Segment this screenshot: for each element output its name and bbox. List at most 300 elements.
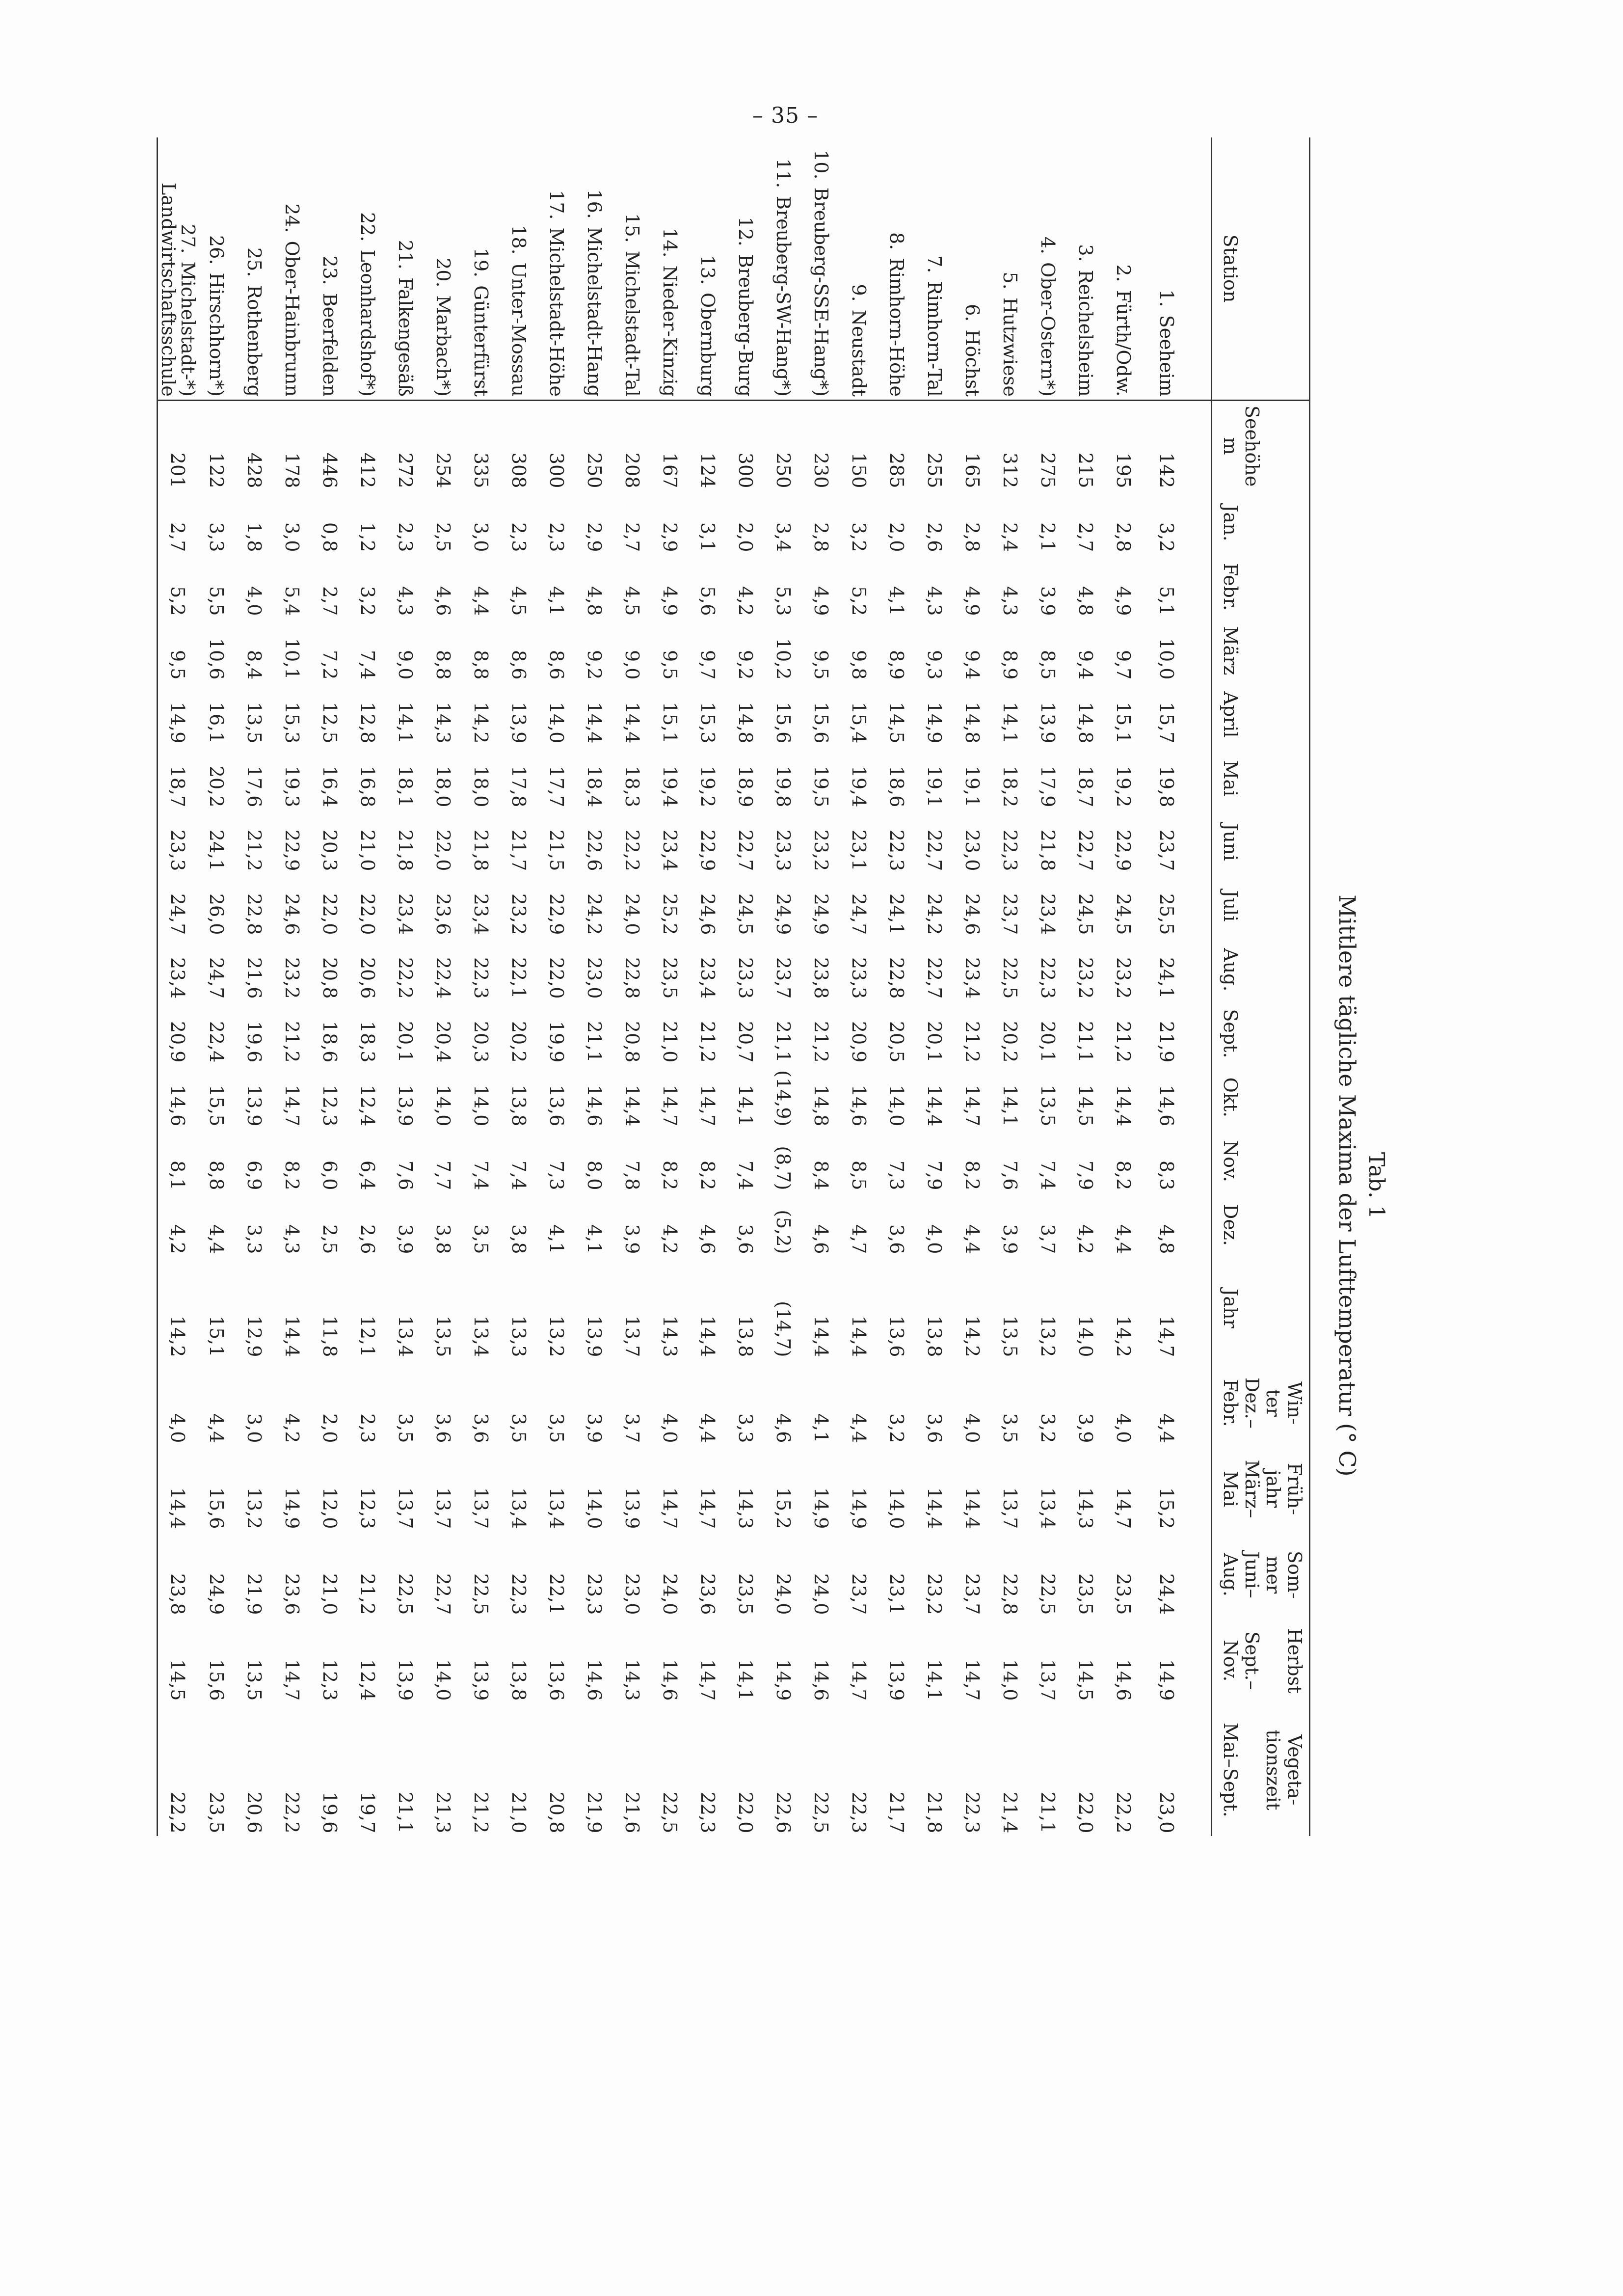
season-value: 4,4 (1156, 1413, 1178, 1443)
month-value: 7,6 (394, 1161, 416, 1190)
month-value: 9,7 (1112, 650, 1134, 680)
year-value: 13,5 (432, 1315, 454, 1357)
table-row (953, 137, 991, 1836)
month-value: 17,6 (243, 765, 265, 808)
year-value: 15,1 (205, 1315, 227, 1357)
station-cell (1104, 137, 1142, 400)
season-value: 14,4 (961, 1487, 983, 1529)
season-value: 4,4 (696, 1413, 718, 1443)
table-row (764, 137, 802, 1836)
month-value: 21,2 (1112, 1021, 1134, 1063)
season-value: 23,5 (734, 1573, 756, 1615)
month-value: 18,0 (470, 765, 492, 808)
season-value: 22,3 (507, 1573, 530, 1615)
header-jahr: Jahr (1219, 1289, 1241, 1328)
month-value: 20,4 (432, 1021, 454, 1063)
station-cell (689, 137, 726, 400)
season-value: 22,7 (432, 1573, 454, 1615)
vegetation-value: 22,2 (281, 1791, 303, 1834)
month-value: 4,5 (507, 586, 530, 616)
station-number: 18. (507, 225, 530, 255)
month-value: 13,5 (243, 702, 265, 744)
station-number: 3. (1074, 244, 1096, 262)
table-row (348, 137, 386, 1836)
table-row (386, 137, 424, 1836)
month-value: 17,8 (507, 765, 530, 808)
season-value: 23,3 (583, 1573, 605, 1615)
month-value: 21,1 (772, 1021, 794, 1063)
year-value: 13,2 (545, 1315, 567, 1357)
month-value: 3,5 (470, 1224, 492, 1254)
season-value: 3,2 (885, 1413, 907, 1443)
month-value: 21,2 (696, 1021, 718, 1063)
station-number: 4. (1037, 236, 1059, 255)
month-value: 8,2 (281, 1161, 303, 1190)
season-value: 24,0 (659, 1573, 681, 1615)
season-value: 13,5 (243, 1659, 265, 1701)
station-cell (462, 137, 500, 400)
month-value: 4,1 (545, 1224, 567, 1254)
header-winter: Win- ter Dez.– Febr. (1219, 1377, 1305, 1429)
station-cell (1066, 137, 1104, 400)
season-value: 13,9 (470, 1659, 492, 1701)
month-value: 26,0 (205, 893, 227, 935)
month-value: 2,3 (507, 522, 530, 552)
season-value: 15,2 (1156, 1487, 1178, 1529)
month-value: 18,3 (621, 765, 643, 808)
season-value: 14,7 (659, 1487, 681, 1529)
month-value: 23,4 (659, 829, 681, 871)
table-row (1066, 137, 1104, 1836)
month-value: 3,3 (243, 1224, 265, 1254)
year-value: 13,8 (734, 1315, 756, 1357)
season-value: 22,8 (999, 1573, 1021, 1615)
season-value: 14,6 (659, 1659, 681, 1701)
month-value: 2,9 (659, 522, 681, 552)
month-value: 22,4 (205, 1021, 227, 1063)
season-value: 14,9 (772, 1659, 794, 1701)
month-value: 14,6 (583, 1084, 605, 1127)
month-value: 22,1 (507, 957, 530, 999)
station-number: 13. (696, 255, 718, 285)
month-value: 18,9 (734, 765, 756, 808)
header-sep: Sept. (1219, 1009, 1241, 1058)
vegetation-value: 22,2 (1112, 1791, 1134, 1834)
header-jun: Juni (1219, 823, 1241, 861)
month-value: 3,3 (205, 522, 227, 552)
month-value: 24,0 (621, 893, 643, 935)
month-value: 4,9 (1112, 586, 1134, 616)
month-value: 18,1 (394, 765, 416, 808)
month-value: 21,1 (1074, 1021, 1096, 1063)
month-value: 8,9 (885, 650, 907, 680)
month-value: 15,4 (848, 702, 870, 744)
station-name: Leonhardshof*) (356, 249, 378, 397)
vegetation-value: 21,1 (1037, 1791, 1059, 1834)
season-value: 14,7 (281, 1659, 303, 1701)
station-number: 5. (999, 271, 1021, 290)
month-value: 22,7 (923, 957, 945, 999)
month-value: 22,3 (999, 829, 1021, 871)
elevation-cell: 250 (583, 452, 605, 488)
month-value: 14,7 (696, 1084, 718, 1127)
month-value: 24,2 (923, 893, 945, 935)
month-value: 9,5 (810, 650, 832, 680)
month-value: 23,4 (696, 957, 718, 999)
month-value: 16,1 (205, 702, 227, 744)
month-value: 9,4 (961, 650, 983, 680)
season-value: 3,2 (1037, 1413, 1059, 1443)
month-value: 22,7 (923, 829, 945, 871)
month-value: 23,4 (167, 957, 189, 999)
season-value: 3,9 (583, 1413, 605, 1443)
month-value: 23,7 (772, 957, 794, 999)
station-number: 10. (810, 150, 832, 180)
month-value: 23,2 (507, 893, 530, 935)
month-value: 1,8 (243, 522, 265, 552)
station-cell (158, 137, 197, 400)
month-value: 9,3 (923, 650, 945, 680)
month-value: 14,6 (848, 1084, 870, 1127)
month-value: 14,7 (659, 1084, 681, 1127)
month-value: 3,9 (1037, 586, 1059, 616)
station-name: Hutzwiese (999, 297, 1021, 397)
month-value: 3,2 (848, 522, 870, 552)
month-value: 22,8 (243, 893, 265, 935)
month-value: 4,3 (281, 1224, 303, 1254)
vegetation-value: 22,5 (659, 1791, 681, 1834)
season-value: 14,3 (734, 1487, 756, 1529)
month-value: 18,4 (583, 765, 605, 808)
month-value: 2,5 (319, 1224, 341, 1254)
month-value: 4,3 (923, 586, 945, 616)
year-value: (14,7) (772, 1301, 794, 1357)
season-value: 13,6 (545, 1659, 567, 1701)
station-name: Beerfelden (319, 293, 341, 397)
table-row (991, 137, 1029, 1836)
season-value: 23,5 (1112, 1573, 1134, 1615)
season-value: 13,7 (470, 1487, 492, 1529)
month-value: 9,5 (167, 650, 189, 680)
month-value: 22,9 (1112, 829, 1134, 871)
month-value: 8,3 (1156, 1161, 1178, 1190)
season-value: 15,6 (205, 1487, 227, 1529)
year-value: 12,9 (243, 1315, 265, 1357)
month-value: 15,3 (281, 702, 303, 744)
month-value: 7,3 (545, 1161, 567, 1190)
year-value: 13,5 (999, 1315, 1021, 1357)
month-value: 14,9 (167, 702, 189, 744)
month-value: 2,7 (621, 522, 643, 552)
table-row (500, 137, 537, 1836)
month-value: 4,8 (583, 586, 605, 616)
season-value: 14,1 (734, 1659, 756, 1701)
table-row (726, 137, 764, 1836)
month-value: 23,4 (1037, 893, 1059, 935)
month-value: 3,8 (432, 1224, 454, 1254)
month-value: 7,9 (1074, 1161, 1096, 1190)
month-value: 24,5 (1112, 893, 1134, 935)
season-value: 14,9 (1156, 1659, 1178, 1701)
station-number: 11. (772, 158, 794, 189)
month-value: 10,6 (205, 638, 227, 680)
header-station: Station (1212, 137, 1310, 400)
season-value: 4,6 (772, 1413, 794, 1443)
month-value: 23,2 (1074, 957, 1096, 999)
elevation-cell: 308 (507, 452, 530, 488)
month-value: 7,8 (621, 1161, 643, 1190)
month-value: 19,8 (1156, 765, 1178, 808)
station-name: Michelstadt-Tal (621, 250, 643, 397)
month-value: 22,2 (394, 957, 416, 999)
month-value: 9,4 (1074, 650, 1096, 680)
elevation-cell: 122 (205, 452, 227, 488)
season-value: 23,6 (281, 1573, 303, 1615)
month-value: 23,2 (810, 829, 832, 871)
season-value: 13,4 (545, 1487, 567, 1529)
month-value: 14,1 (999, 1084, 1021, 1127)
station-cell (915, 137, 953, 400)
month-value: 4,7 (848, 1224, 870, 1254)
season-value: 3,5 (394, 1413, 416, 1443)
month-value: 24,6 (281, 893, 303, 935)
month-value: 4,4 (205, 1224, 227, 1254)
station-cell (386, 137, 424, 400)
table-row (235, 137, 273, 1836)
year-value: 14,4 (848, 1315, 870, 1357)
season-value: 4,0 (659, 1413, 681, 1443)
month-value: 14,5 (885, 702, 907, 744)
month-value: 4,9 (961, 586, 983, 616)
year-value: 13,3 (507, 1315, 530, 1357)
month-value: 21,2 (961, 1021, 983, 1063)
vegetation-value: 19,7 (356, 1791, 378, 1834)
month-value: 19,8 (772, 765, 794, 808)
temperature-table (157, 137, 1310, 1836)
page-number: – 35 – (752, 103, 818, 128)
station-number: 24. (281, 203, 303, 233)
month-value: 18,7 (167, 765, 189, 808)
elevation-cell: 412 (356, 452, 378, 488)
season-value: 4,0 (1112, 1413, 1134, 1443)
month-value: 14,8 (810, 1084, 832, 1127)
month-value: 23,7 (1156, 829, 1178, 871)
month-value: 22,8 (621, 957, 643, 999)
month-value: 9,0 (621, 650, 643, 680)
season-value: 12,3 (356, 1487, 378, 1529)
elevation-cell: 142 (1156, 452, 1178, 488)
station-name: Ober-Hainbrunn (281, 241, 303, 397)
station-name: Nieder-Kinzig (659, 265, 681, 397)
elevation-cell: 275 (1037, 452, 1059, 488)
month-value: 23,0 (961, 829, 983, 871)
table-row (1029, 137, 1066, 1836)
month-value: 21,8 (394, 829, 416, 871)
season-value: 24,4 (1156, 1573, 1178, 1615)
month-value: 14,0 (885, 1084, 907, 1127)
season-value: 3,9 (1074, 1413, 1096, 1443)
month-value: 14,5 (1074, 1084, 1096, 1127)
month-value: 19,1 (923, 765, 945, 808)
station-name: Breuberg-SSE-Hang*) (810, 187, 832, 397)
station-number: 19. (470, 247, 492, 278)
month-value: 8,2 (696, 1161, 718, 1190)
season-value: 14,5 (1074, 1659, 1096, 1701)
month-value: 8,2 (659, 1161, 681, 1190)
month-value: 4,1 (885, 586, 907, 616)
month-value: 20,2 (205, 765, 227, 808)
month-value: 18,6 (885, 765, 907, 808)
vegetation-value: 22,0 (1074, 1791, 1096, 1834)
season-value: 2,0 (319, 1413, 341, 1443)
month-value: 7,4 (507, 1161, 530, 1190)
month-value: 2,8 (810, 522, 832, 552)
month-value: 3,4 (772, 522, 794, 552)
season-value: 13,9 (621, 1487, 643, 1529)
month-value: 5,2 (848, 586, 870, 616)
year-value: 14,7 (1156, 1315, 1178, 1357)
header-sommer: Som- mer Juni– Aug. (1219, 1551, 1305, 1599)
month-value: 24,9 (810, 893, 832, 935)
month-value: 2,5 (432, 522, 454, 552)
season-value: 14,7 (961, 1659, 983, 1701)
month-value: 3,0 (281, 522, 303, 552)
table-row (575, 137, 613, 1836)
elevation-cell: 428 (243, 452, 265, 488)
month-value: 21,7 (507, 829, 530, 871)
season-value: 13,7 (394, 1487, 416, 1529)
month-value: 15,5 (205, 1084, 227, 1127)
month-value: 14,0 (545, 702, 567, 744)
station-name: Neustadt (848, 309, 870, 397)
station-cell (991, 137, 1029, 400)
month-value: 19,4 (848, 765, 870, 808)
month-value: 3,2 (356, 586, 378, 616)
month-value: 24,6 (961, 893, 983, 935)
month-value: 5,5 (205, 586, 227, 616)
month-value: 23,4 (470, 893, 492, 935)
station-cell (348, 137, 386, 400)
station-name: Seeheim (1156, 315, 1178, 397)
month-value: 22,4 (432, 957, 454, 999)
month-value: 8,5 (848, 1161, 870, 1190)
month-value: 10,0 (1156, 638, 1178, 680)
station-number: 12. (734, 216, 756, 246)
month-value: 24,6 (696, 893, 718, 935)
header-dec: Dez. (1219, 1204, 1241, 1246)
season-value: 14,0 (432, 1659, 454, 1701)
month-value: 5,2 (167, 586, 189, 616)
elevation-cell: 335 (470, 452, 492, 488)
elevation-cell: 178 (281, 452, 303, 488)
month-value: 14,6 (167, 1084, 189, 1127)
season-value: 13,4 (507, 1487, 530, 1529)
month-value: 22,2 (621, 829, 643, 871)
month-value: 22,3 (470, 957, 492, 999)
month-value: 4,6 (810, 1224, 832, 1254)
station-number: 25. (243, 247, 265, 277)
month-value: 3,9 (621, 1224, 643, 1254)
month-value: 22,7 (1074, 829, 1096, 871)
month-value: 13,5 (1037, 1084, 1059, 1127)
month-value: 4,4 (961, 1224, 983, 1254)
month-value: 4,6 (432, 586, 454, 616)
month-value: 8,6 (545, 650, 567, 680)
station-number: 17. (545, 190, 567, 220)
station-number: 21. (394, 240, 416, 270)
year-value: 13,9 (583, 1315, 605, 1357)
season-value: 24,0 (772, 1573, 794, 1615)
month-value: 18,3 (356, 1021, 378, 1063)
station-name: Obernburg (696, 293, 718, 397)
month-value: 20,3 (470, 1021, 492, 1063)
month-value: 20,9 (848, 1021, 870, 1063)
month-value: 3,9 (999, 1224, 1021, 1254)
month-value: 5,1 (1156, 586, 1178, 616)
month-value: 14,8 (961, 702, 983, 744)
month-value: 22,7 (734, 829, 756, 871)
season-value: 3,3 (734, 1413, 756, 1443)
vegetation-value: 20,6 (243, 1791, 265, 1834)
month-value: 4,2 (167, 1224, 189, 1254)
season-value: 4,4 (205, 1413, 227, 1443)
month-value: (5,2) (772, 1210, 794, 1254)
month-value: 13,9 (394, 1084, 416, 1127)
table-row (878, 137, 915, 1836)
month-value: 4,3 (999, 586, 1021, 616)
month-value: 3,7 (1037, 1224, 1059, 1254)
month-value: 14,3 (432, 702, 454, 744)
month-value: 2,6 (923, 522, 945, 552)
month-value: 14,9 (923, 702, 945, 744)
month-value: 4,5 (621, 586, 643, 616)
month-value: 22,6 (583, 829, 605, 871)
month-value: 7,4 (1037, 1161, 1059, 1190)
vegetation-value: 22,5 (810, 1791, 832, 1834)
month-value: 24,9 (772, 893, 794, 935)
vegetation-value: 21,4 (999, 1791, 1021, 1834)
month-value: 3,2 (1156, 522, 1178, 552)
month-value: 25,5 (1156, 893, 1178, 935)
month-value: 23,2 (281, 957, 303, 999)
vegetation-value: 22,3 (696, 1791, 718, 1834)
month-value: 22,0 (432, 829, 454, 871)
rotated-table-block (98, 118, 1399, 2253)
season-value: 22,5 (394, 1573, 416, 1615)
vegetation-value: 22,0 (734, 1791, 756, 1834)
month-value: 19,2 (696, 765, 718, 808)
month-value: 14,0 (470, 1084, 492, 1127)
month-value: 24,7 (848, 893, 870, 935)
season-value: 14,5 (167, 1659, 189, 1701)
season-value: 13,9 (394, 1659, 416, 1701)
header-feb: Febr. (1219, 563, 1241, 611)
season-value: 3,5 (999, 1413, 1021, 1443)
month-value: 20,1 (394, 1021, 416, 1063)
season-value: 21,9 (243, 1573, 265, 1615)
month-value: 22,5 (999, 957, 1021, 999)
month-value: 3,6 (734, 1224, 756, 1254)
month-value: 23,3 (848, 957, 870, 999)
station-name: Reichelsheim (1074, 270, 1096, 397)
year-value: 12,1 (356, 1315, 378, 1357)
month-value: 7,2 (319, 650, 341, 680)
season-value: 14,6 (810, 1659, 832, 1701)
month-value: 7,7 (432, 1161, 454, 1190)
header-fruehjahr: Früh- jahr März– Mai (1219, 1459, 1305, 1518)
month-value: 22,3 (1037, 957, 1059, 999)
month-value: 8,2 (961, 1161, 983, 1190)
